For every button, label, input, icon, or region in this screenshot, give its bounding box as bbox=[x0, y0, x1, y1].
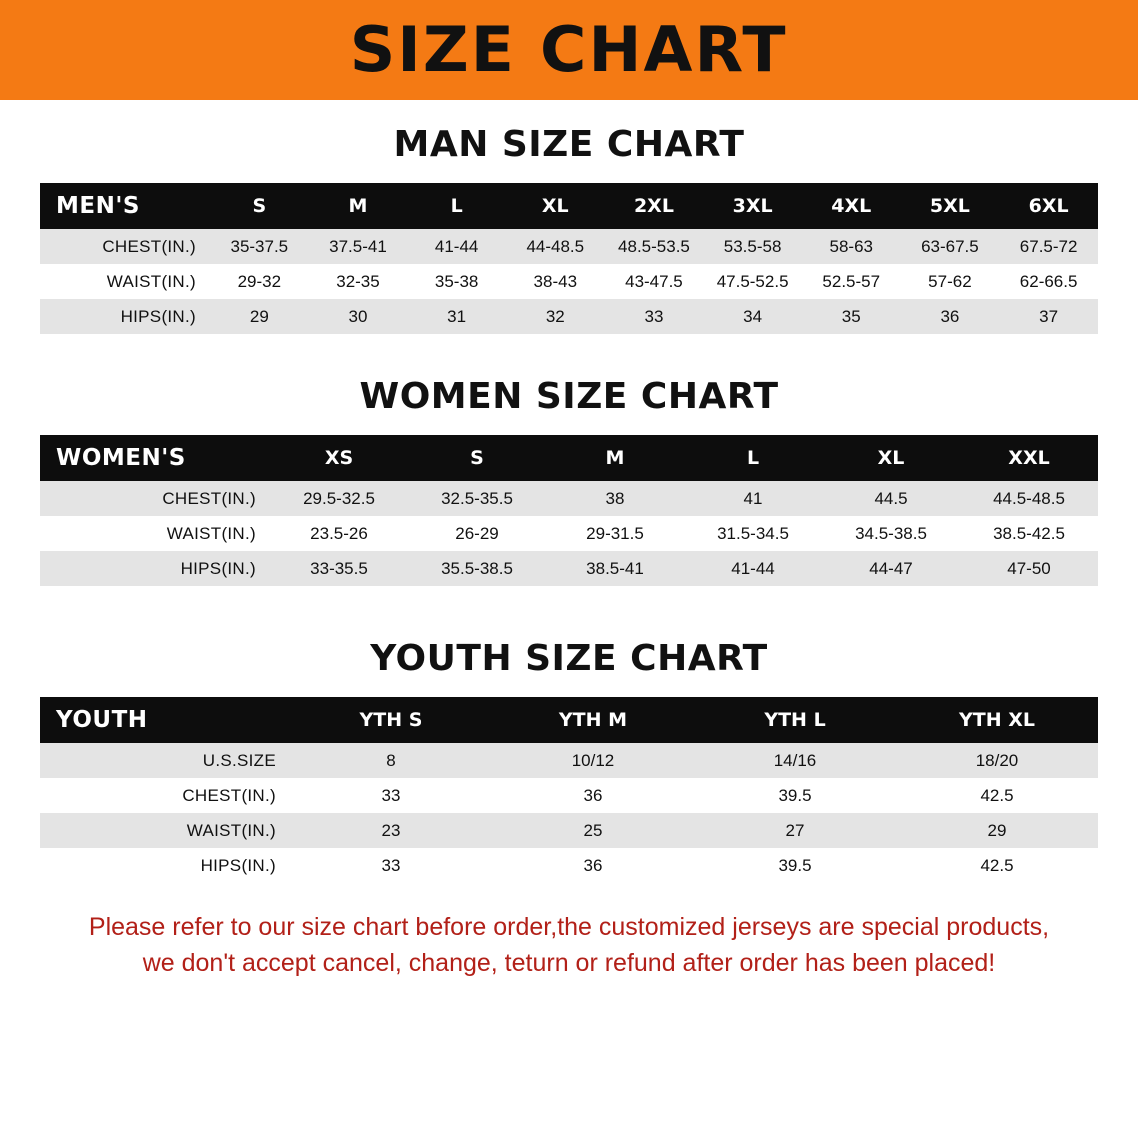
men-row-0-label: CHEST(IN.) bbox=[102, 236, 196, 256]
youth-r2-c0: 23 bbox=[381, 820, 401, 840]
youth-r0-c1: 10/12 bbox=[571, 750, 615, 770]
table-row bbox=[40, 813, 1098, 848]
men-r2-c2: 31 bbox=[447, 306, 467, 326]
youth-section-heading: YOUTH SIZE CHART bbox=[370, 638, 768, 679]
youth-r2-c3: 29 bbox=[987, 820, 1007, 840]
men-r2-c3: 32 bbox=[545, 306, 565, 326]
youth-r1-c1: 36 bbox=[583, 785, 603, 805]
women-col-0: XS bbox=[324, 447, 354, 469]
youth-corner-label: YOUTH bbox=[56, 707, 148, 733]
table-header-row bbox=[40, 435, 1098, 481]
men-r0-c2: 41-44 bbox=[434, 236, 479, 256]
table-row bbox=[40, 551, 1098, 586]
banner bbox=[0, 0, 1138, 100]
women-r1-c3: 31.5-34.5 bbox=[717, 523, 789, 543]
women-r2-c5: 47-50 bbox=[1007, 558, 1051, 578]
man-section-heading: MAN SIZE CHART bbox=[393, 124, 745, 165]
youth-col-0: YTH S bbox=[359, 709, 423, 731]
men-r0-c0: 35-37.5 bbox=[230, 236, 289, 256]
youth-col-1: YTH M bbox=[558, 709, 628, 731]
youth-r0-c0: 8 bbox=[386, 750, 396, 770]
men-r1-c7: 57-62 bbox=[928, 271, 972, 291]
men-r1-c4: 43-47.5 bbox=[625, 271, 683, 291]
men-col-0: S bbox=[252, 195, 267, 217]
women-col-4: XL bbox=[877, 447, 905, 469]
men-col-2: L bbox=[450, 195, 463, 217]
men-r1-c2: 35-38 bbox=[434, 271, 479, 291]
table-row bbox=[40, 778, 1098, 813]
table-row bbox=[40, 264, 1098, 299]
youth-r3-c2: 39.5 bbox=[778, 855, 812, 875]
men-r2-c6: 35 bbox=[841, 306, 861, 326]
youth-table-wrap bbox=[40, 697, 1098, 883]
table-row bbox=[40, 848, 1098, 883]
women-col-1: S bbox=[470, 447, 484, 469]
youth-row-0-label: U.S.SIZE bbox=[202, 750, 276, 770]
women-r0-c2: 38 bbox=[605, 488, 625, 508]
men-col-4: 2XL bbox=[633, 195, 674, 217]
women-col-3: L bbox=[746, 447, 760, 469]
page-title: SIZE CHART bbox=[350, 13, 788, 86]
youth-r0-c2: 14/16 bbox=[773, 750, 817, 770]
women-row-1-label: WAIST(IN.) bbox=[166, 523, 256, 543]
table-row bbox=[40, 516, 1098, 551]
men-r0-c6: 58-63 bbox=[829, 236, 873, 256]
disclaimer-line-1: Please refer to our size chart before order,the customized jerseys are special products, bbox=[88, 913, 1050, 941]
women-col-5: XXL bbox=[1008, 447, 1050, 469]
men-r2-c5: 34 bbox=[743, 306, 763, 326]
men-row-1-label: WAIST(IN.) bbox=[106, 271, 196, 291]
youth-r2-c1: 25 bbox=[583, 820, 603, 840]
men-r2-c0: 29 bbox=[249, 306, 269, 326]
table-header-row bbox=[40, 183, 1098, 229]
women-r0-c0: 29.5-32.5 bbox=[303, 488, 375, 508]
men-r2-c7: 36 bbox=[940, 306, 960, 326]
women-r0-c5: 44.5-48.5 bbox=[993, 488, 1065, 508]
men-corner-label: MEN'S bbox=[56, 193, 140, 219]
youth-r1-c0: 33 bbox=[381, 785, 401, 805]
men-r0-c5: 53.5-58 bbox=[723, 236, 782, 256]
men-r2-c1: 30 bbox=[348, 306, 368, 326]
men-r1-c0: 29-32 bbox=[237, 271, 282, 291]
men-col-1: M bbox=[348, 195, 368, 217]
men-row-2-label: HIPS(IN.) bbox=[120, 306, 196, 326]
men-r0-c1: 37.5-41 bbox=[329, 236, 387, 256]
men-col-7: 5XL bbox=[929, 195, 970, 217]
men-col-3: XL bbox=[541, 195, 569, 217]
table-row bbox=[40, 229, 1098, 264]
men-r1-c6: 52.5-57 bbox=[822, 271, 881, 291]
men-r1-c8: 62-66.5 bbox=[1019, 271, 1078, 291]
men-r0-c4: 48.5-53.5 bbox=[618, 236, 690, 256]
youth-r0-c3: 18/20 bbox=[975, 750, 1019, 770]
youth-col-2: YTH L bbox=[764, 709, 826, 731]
men-r0-c8: 67.5-72 bbox=[1019, 236, 1078, 256]
table-row bbox=[40, 299, 1098, 334]
men-r1-c3: 38-43 bbox=[533, 271, 578, 291]
men-r0-c7: 63-67.5 bbox=[921, 236, 979, 256]
men-col-8: 6XL bbox=[1028, 195, 1069, 217]
youth-r2-c2: 27 bbox=[785, 820, 805, 840]
women-r0-c1: 32.5-35.5 bbox=[441, 488, 513, 508]
women-r1-c2: 29-31.5 bbox=[586, 523, 644, 543]
youth-r3-c3: 42.5 bbox=[980, 855, 1014, 875]
women-r2-c0: 33-35.5 bbox=[310, 558, 368, 578]
youth-r1-c3: 42.5 bbox=[980, 785, 1014, 805]
men-col-6: 4XL bbox=[831, 195, 872, 217]
women-col-2: M bbox=[605, 447, 625, 469]
women-table-wrap bbox=[40, 435, 1098, 586]
men-r0-c3: 44-48.5 bbox=[526, 236, 585, 256]
table-row bbox=[40, 481, 1098, 516]
women-r1-c5: 38.5-42.5 bbox=[993, 523, 1065, 543]
men-r2-c8: 37 bbox=[1039, 306, 1059, 326]
women-size-table bbox=[40, 435, 1098, 586]
table-row bbox=[40, 743, 1098, 778]
women-r1-c1: 26-29 bbox=[455, 523, 499, 543]
disclaimer-line-2: we don't accept cancel, change, teturn or refund after order has been placed! bbox=[142, 949, 996, 978]
women-row-2-label: HIPS(IN.) bbox=[180, 558, 256, 578]
women-r1-c4: 34.5-38.5 bbox=[855, 523, 927, 543]
women-section-heading: WOMEN SIZE CHART bbox=[359, 376, 779, 417]
table-header-row bbox=[40, 697, 1098, 743]
men-col-5: 3XL bbox=[732, 195, 773, 217]
youth-row-1-label: CHEST(IN.) bbox=[182, 785, 276, 805]
women-row-0-label: CHEST(IN.) bbox=[162, 488, 256, 508]
women-corner-label: WOMEN'S bbox=[56, 445, 186, 471]
youth-r3-c1: 36 bbox=[583, 855, 603, 875]
women-r0-c3: 41 bbox=[743, 488, 763, 508]
youth-size-table bbox=[40, 697, 1098, 883]
youth-r3-c0: 33 bbox=[381, 855, 401, 875]
women-r2-c1: 35.5-38.5 bbox=[441, 558, 513, 578]
men-r1-c1: 32-35 bbox=[336, 271, 380, 291]
men-r2-c4: 33 bbox=[644, 306, 664, 326]
youth-row-2-label: WAIST(IN.) bbox=[186, 820, 276, 840]
youth-r1-c2: 39.5 bbox=[778, 785, 812, 805]
women-r2-c4: 44-47 bbox=[869, 558, 913, 578]
youth-row-3-label: HIPS(IN.) bbox=[200, 855, 276, 875]
men-r1-c5: 47.5-52.5 bbox=[716, 271, 789, 291]
women-r0-c4: 44.5 bbox=[874, 488, 908, 508]
women-r2-c3: 41-44 bbox=[731, 558, 775, 578]
women-r2-c2: 38.5-41 bbox=[586, 558, 644, 578]
youth-col-3: YTH XL bbox=[959, 709, 1035, 731]
women-r1-c0: 23.5-26 bbox=[310, 523, 368, 543]
man-table-wrap bbox=[40, 183, 1098, 334]
disclaimer-note bbox=[40, 909, 1098, 982]
men-size-table bbox=[40, 183, 1098, 334]
